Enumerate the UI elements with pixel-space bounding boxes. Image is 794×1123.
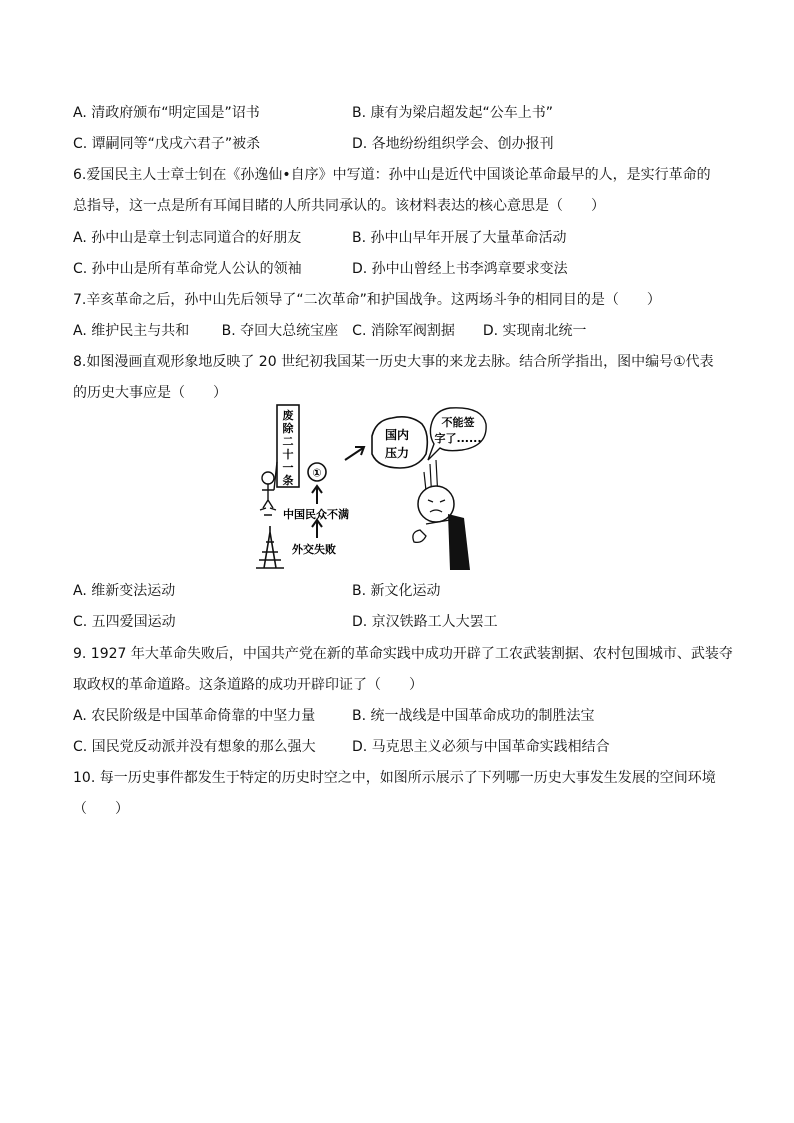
banner-char-5: 一: [282, 461, 294, 474]
q9-option-a: A. 农民阶级是中国革命倚靠的中坚力量: [73, 708, 316, 724]
speech-text-2: 字了......: [434, 432, 482, 445]
banner-char-2: 除: [282, 422, 294, 435]
q5-option-a: A. 清政府颁布“明定国是”诏书: [73, 105, 260, 121]
arrow-up-icon: [312, 486, 322, 504]
q8-stem-line2: 的历史大事应是（ ）: [73, 385, 227, 401]
q9-option-c: C. 国民党反动派并没有想象的那么强大: [73, 739, 316, 755]
official-robe: [448, 514, 470, 570]
q6-option-c: C. 孙中山是所有革命党人公认的领袖: [73, 261, 302, 277]
q6-option-b: B. 孙中山早年开展了大量革命活动: [352, 230, 567, 246]
domestic-pressure-label-1: 国内: [384, 428, 410, 442]
q8-stem-line1: 8.如图漫画直观形象地反映了 20 世纪初我国某一历史大事的来龙去脉。结合所学指出，图中编号①代表: [73, 354, 714, 370]
arrow-up-icon: [312, 520, 322, 538]
arrow-diagonal-icon: [345, 447, 364, 460]
q10-stem-line2: （ ）: [73, 801, 129, 817]
q7-stem: 7.辛亥革命之后，孙中山先后领导了“二次革命”和护国战争。这两场斗争的相同目的是（ ）: [73, 292, 661, 308]
q6-option-a: A. 孙中山是章士钊志同道合的好朋友: [73, 230, 302, 246]
q6-stem-line2: 总指导，这一点是所有耳闻目睹的人所共同承认的。该材料表达的核心意思是（ ）: [73, 198, 605, 214]
q7-options: A. 维护民主与共和 B. 夺回大总统宝座 C. 消除军阀割据 D. 实现南北统一: [73, 323, 587, 339]
q6-stem-line1: 6.爱国民主人士章士钊在《孙逸仙•自序》中写道：孙中山是近代中国谈论革命最早的人，是实行革命的: [73, 167, 711, 183]
banner-char-3: 二: [282, 435, 294, 448]
circled-number: ①: [312, 466, 322, 480]
banner-char-1: 废: [282, 409, 294, 422]
q9-stem-line1: 9. 1927 年大革命失败后，中国共产党在新的革命实践中成功开辟了工农武装割据、农村包围城市、武装夺: [73, 646, 733, 662]
diplomatic-failure-label: 外交失败: [292, 543, 336, 556]
q10-stem-line1: 10. 每一历史事件都发生于特定的历史时空之中，如图所示展示了下列哪一历史大事发生发展的空间环境: [73, 770, 716, 786]
q9-stem-line2: 取政权的革命道路。这条道路的成功开辟印证了（ ）: [73, 677, 423, 693]
q8-cartoon: [250, 402, 490, 572]
banner-char-6: 条: [282, 474, 294, 487]
q5-option-b: B. 康有为梁启超发起“公车上书”: [352, 105, 554, 121]
banner-char-4: 十: [282, 448, 294, 461]
q8-option-c: C. 五四爱国运动: [73, 614, 176, 630]
angry-face-icon: [260, 508, 276, 515]
eiffel-tower-icon: [256, 526, 284, 568]
domestic-pressure-label-2: 压力: [384, 446, 410, 460]
q8-option-b: B. 新文化运动: [352, 583, 441, 599]
protester-body: [262, 462, 277, 508]
q6-option-d: D. 孙中山曾经上书李鸿章要求变法: [352, 261, 568, 277]
q8-option-d: D. 京汉铁路工人大罢工: [352, 614, 498, 630]
q9-option-b: B. 统一战线是中国革命成功的制胜法宝: [352, 708, 595, 724]
domestic-pressure-rock: [372, 417, 427, 468]
q5-option-c: C. 谭嗣同等“戊戌六君子”被杀: [73, 136, 261, 152]
protester-head: [262, 472, 274, 484]
people-discontent-label: 中国民众不满: [283, 508, 349, 521]
q5-option-d: D. 各地纷纷组织学会、创办报刊: [352, 136, 554, 152]
q8-option-a: A. 维新变法运动: [73, 583, 176, 599]
speech-text-1: 不能签: [441, 416, 475, 429]
official-hand: [413, 530, 426, 542]
q9-option-d: D. 马克思主义必须与中国革命实践相结合: [352, 739, 610, 755]
